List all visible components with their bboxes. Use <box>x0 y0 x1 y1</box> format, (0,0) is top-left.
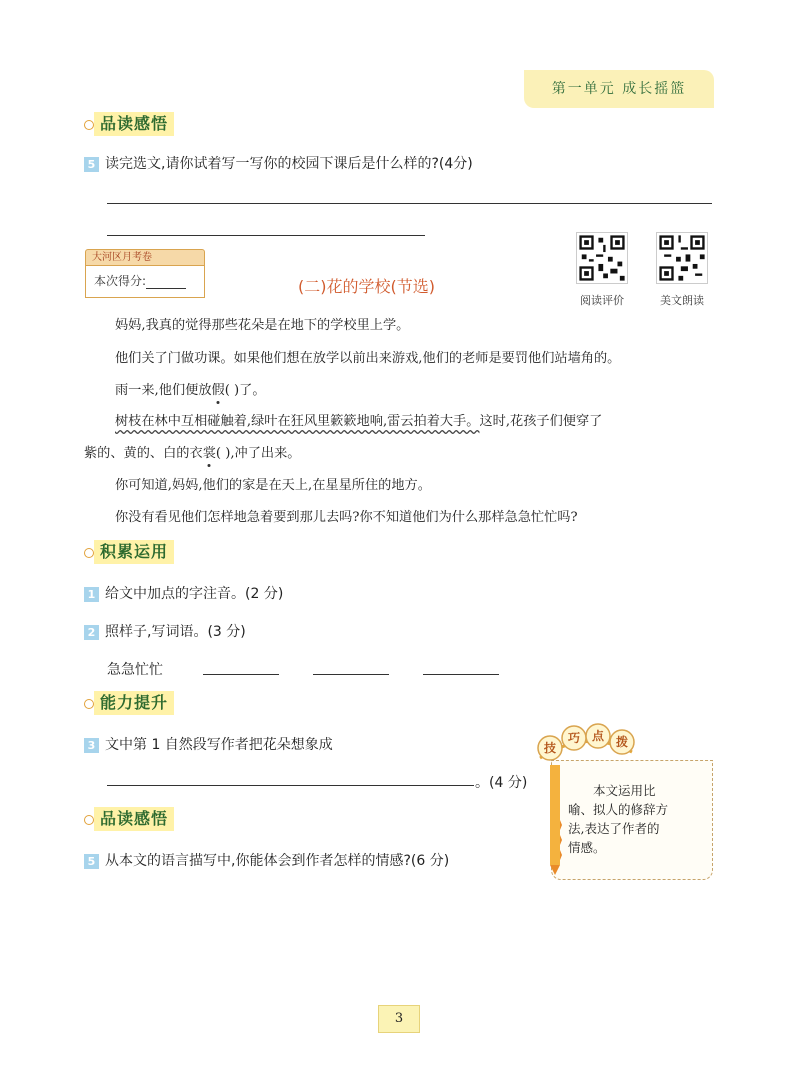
bullet-icon <box>84 699 94 709</box>
answer-line[interactable] <box>107 203 712 204</box>
dotted-char: 裳 <box>202 446 216 461</box>
passage-paragraph: 你可知道,妈妈,他们的家是在天上,在星星所住的地方。 <box>115 478 431 493</box>
tip-badge-char: 巧 <box>567 731 580 745</box>
answer-line[interactable] <box>313 674 389 675</box>
score-blank[interactable] <box>146 274 186 289</box>
question-text: 从本文的语言描写中,你能体会到作者怎样的情感?(6 分) <box>105 853 450 869</box>
word-example: 急急忙忙 <box>107 662 163 678</box>
bullet-icon <box>84 120 94 130</box>
question-number: 5 <box>84 157 99 172</box>
tip-line: 情感。 <box>568 840 606 855</box>
exam-score-box <box>85 249 205 299</box>
question-text: 照样子,写词语。(3 分) <box>105 624 246 640</box>
passage-paragraph: 他们关了门做功课。如果他们想在放学以前出来游戏,他们的老师是要罚他们站墙角的。 <box>115 351 621 366</box>
dotted-char: 假 <box>211 383 225 398</box>
question-text: 文中第 1 自然段写作者把花朵想象成 <box>105 737 333 753</box>
question-1 <box>84 583 283 603</box>
qr-code-icon[interactable] <box>576 232 628 284</box>
section-title: 品读感悟 <box>94 807 174 831</box>
section-title: 积累运用 <box>94 540 174 564</box>
qr-label: 美文朗读 <box>660 294 704 307</box>
tip-badge-char: 技 <box>543 741 556 755</box>
wavy-underlined-sentence: 树枝在林中互相碰触着,绿叶在狂风里簌簌地响,雷云拍着大手。 <box>115 414 480 429</box>
section-title: 品读感悟 <box>94 112 174 136</box>
answer-line[interactable] <box>423 674 499 675</box>
passage-paragraph: 你没有看见他们怎样地急着要到那儿去吗?你不知道他们为什么那样急急忙忙吗? <box>115 510 578 525</box>
passage-title: (二)花的学校(节选) <box>298 277 435 296</box>
tip-text <box>568 781 708 857</box>
answer-line[interactable] <box>107 235 425 236</box>
text-run: 雨一来,他们便放 <box>115 383 212 398</box>
qr-reading-eval[interactable] <box>570 232 634 308</box>
tip-card <box>551 760 713 880</box>
score-label: 本次得分: <box>94 274 147 288</box>
section-header-reading <box>84 112 194 136</box>
tip-badge <box>536 718 636 764</box>
question-3 <box>84 734 333 754</box>
tip-badge-char: 点 <box>591 729 604 743</box>
passage-paragraph <box>115 410 602 429</box>
question-score: 。(4 分) <box>475 775 528 791</box>
section-header-accumulation <box>84 540 194 564</box>
section-title: 能力提升 <box>94 691 174 715</box>
question-2 <box>84 621 246 641</box>
answer-line[interactable] <box>107 785 474 786</box>
question-text: 给文中加点的字注音。(2 分) <box>105 586 284 602</box>
tip-line: 本文运用比 <box>593 783 656 798</box>
qr-code-icon[interactable] <box>656 232 708 284</box>
tip-badge-char: 拨 <box>615 735 628 749</box>
text-run: 紫的、黄的、白的衣 <box>84 446 203 461</box>
text-run: ( ),冲了出来。 <box>215 446 301 461</box>
question-number: 3 <box>84 738 99 753</box>
text-run: 这时,花孩子们便穿了 <box>479 414 603 429</box>
exam-tag: 大河区月考卷 <box>85 249 205 266</box>
passage-paragraph: 妈妈,我真的觉得那些花朵是在地下的学校里上学。 <box>115 318 410 333</box>
passage-paragraph-continued <box>84 442 301 461</box>
question-5a <box>84 153 473 173</box>
qr-label: 阅读评价 <box>580 294 624 307</box>
answer-line[interactable] <box>203 674 279 675</box>
bullet-icon <box>84 548 94 558</box>
unit-title-tag: 第一单元 成长摇篮 <box>524 70 714 108</box>
question-text: 读完选文,请你试着写一写你的校园下课后是什么样的?(4分) <box>105 156 473 172</box>
tip-pencil-icon <box>548 765 562 875</box>
section-header-reading-2 <box>84 807 194 831</box>
tip-line: 喻、拟人的修辞方 <box>568 802 669 817</box>
question-number: 5 <box>84 854 99 869</box>
page-number: 3 <box>378 1005 420 1033</box>
bullet-icon <box>84 815 94 825</box>
qr-audio-reading[interactable] <box>650 232 714 308</box>
section-header-ability <box>84 691 194 715</box>
passage-paragraph <box>115 379 266 398</box>
text-run: ( )了。 <box>224 383 266 398</box>
question-number: 2 <box>84 625 99 640</box>
question-number: 1 <box>84 587 99 602</box>
question-5b <box>84 850 449 870</box>
tip-line: 法,表达了作者的 <box>568 821 660 836</box>
score-field[interactable] <box>85 266 205 298</box>
